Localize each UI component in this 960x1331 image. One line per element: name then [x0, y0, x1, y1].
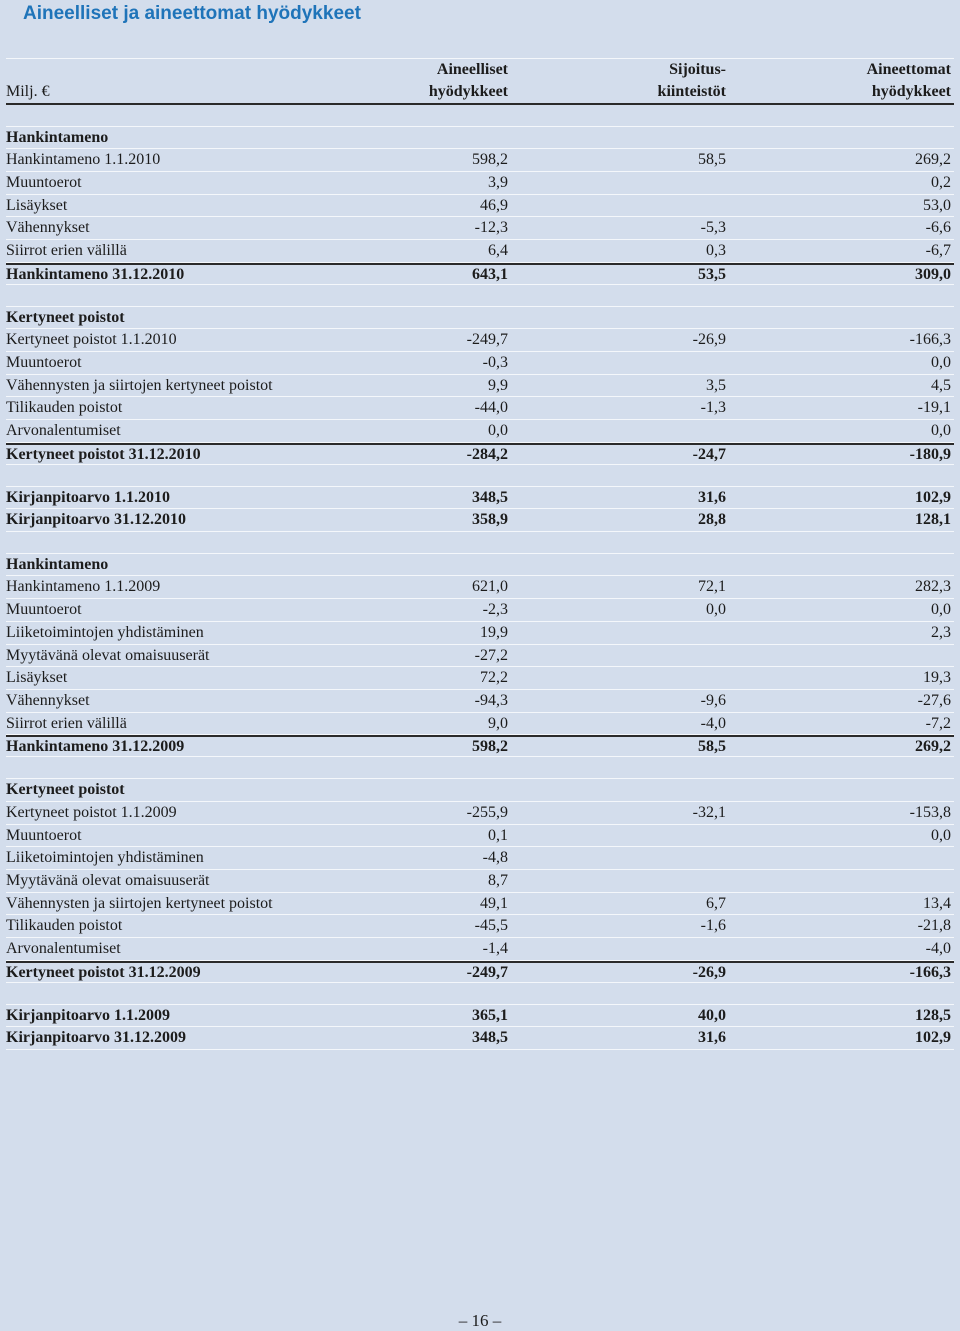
cell-col3: 53,0: [923, 196, 951, 214]
cell-col3: 2,3: [931, 623, 951, 641]
spacer-row: [6, 105, 954, 127]
table-row: [6, 443, 954, 465]
row-label: Kirjanpitoarvo 1.1.2009: [6, 1006, 170, 1024]
header-col3-line2: hyödykkeet: [871, 83, 951, 100]
row-label: Myytävänä olevat omaisuuserät: [6, 871, 210, 889]
table-row: [6, 172, 954, 195]
cell-col3: 309,0: [915, 265, 951, 283]
cell-col1: 621,0: [472, 578, 508, 596]
page-number: – 16 –: [458, 1311, 502, 1330]
cell-col1: 348,5: [472, 1029, 508, 1047]
table-row: [6, 352, 954, 375]
cell-col3: -27,6: [917, 691, 951, 709]
table-row: [6, 599, 954, 622]
table-row: [6, 825, 954, 848]
cell-col2: -32,1: [692, 803, 726, 821]
row-label: Kirjanpitoarvo 31.12.2010: [6, 511, 186, 529]
spacer-row: [6, 757, 954, 779]
table-row: [6, 713, 954, 736]
cell-col3: -166,3: [909, 963, 951, 981]
section-heading-row: [6, 307, 954, 330]
header-col2-line1: Sijoitus-: [669, 61, 726, 78]
table-row: [6, 195, 954, 218]
table-row: [6, 645, 954, 668]
row-label: Kirjanpitoarvo 31.12.2009: [6, 1029, 186, 1047]
cell-col3: 282,3: [915, 578, 951, 596]
cell-col1: 9,0: [488, 714, 508, 732]
cell-col3: -19,1: [917, 399, 951, 417]
row-label: Kertyneet poistot: [6, 308, 125, 326]
row-label: Liiketoimintojen yhdistäminen: [6, 623, 204, 641]
cell-col2: 31,6: [698, 1029, 726, 1047]
row-label: Kertyneet poistot 1.1.2009: [6, 803, 177, 821]
cell-col1: 358,9: [472, 511, 508, 529]
asset-table: [6, 58, 954, 1050]
cell-col1: -249,7: [466, 963, 508, 981]
cell-col3: 128,5: [915, 1006, 951, 1024]
cell-col3: -153,8: [909, 803, 951, 821]
cell-col2: 31,6: [698, 488, 726, 506]
row-label: Hankintameno 1.1.2010: [6, 151, 161, 169]
spacer-row: [6, 532, 954, 554]
cell-col3: -180,9: [909, 445, 951, 463]
cell-col1: 598,2: [472, 738, 508, 756]
table-row: [6, 690, 954, 713]
table-row: [6, 576, 954, 599]
table-row: [6, 263, 954, 285]
cell-col1: 0,1: [488, 826, 508, 844]
cell-col3: 102,9: [915, 488, 951, 506]
cell-col3: -166,3: [909, 331, 951, 349]
table-row: [6, 329, 954, 352]
table-row: [6, 802, 954, 825]
header-col1-line1: Aineelliset: [436, 61, 508, 78]
header-col3-line1: Aineettomat: [866, 61, 951, 78]
row-label: Vähennykset: [6, 691, 90, 709]
cell-col1: 643,1: [472, 265, 508, 283]
row-label: Tilikauden poistot: [6, 399, 123, 417]
table-row: [6, 420, 954, 443]
cell-col1: 49,1: [480, 894, 508, 912]
cell-col1: 0,0: [488, 422, 508, 440]
row-label: Muuntoerot: [6, 174, 82, 192]
cell-col2: -26,9: [692, 963, 726, 981]
cell-col1: 365,1: [472, 1006, 508, 1024]
header-col2-line2: kiinteistöt: [657, 83, 726, 100]
cell-col1: 348,5: [472, 488, 508, 506]
cell-col2: -1,6: [700, 917, 726, 935]
cell-col3: -7,2: [925, 714, 951, 732]
table-body: [6, 105, 954, 1050]
cell-col2: -5,3: [700, 219, 726, 237]
cell-col2: -1,3: [700, 399, 726, 417]
cell-col1: -0,3: [482, 354, 508, 372]
cell-col2: 6,7: [706, 894, 726, 912]
table-row: [6, 375, 954, 398]
table-row: [6, 961, 954, 983]
cell-col1: -4,8: [482, 849, 508, 867]
cell-col3: -21,8: [917, 917, 951, 935]
cell-col1: -1,4: [482, 939, 508, 957]
cell-col1: -255,9: [466, 803, 508, 821]
cell-col3: -6,7: [925, 242, 951, 260]
table-row: [6, 1027, 954, 1050]
cell-col2: 58,5: [698, 738, 726, 756]
cell-col1: -284,2: [466, 445, 508, 463]
table-row: [6, 870, 954, 893]
cell-col3: 0,0: [931, 601, 951, 619]
row-label: Siirrot erien välillä: [6, 714, 127, 732]
table-header-row-2: [6, 81, 954, 105]
row-label: Kertyneet poistot: [6, 781, 125, 799]
row-label: Myytävänä olevat omaisuuserät: [6, 646, 210, 664]
row-label: Arvonalentumiset: [6, 422, 121, 440]
table-header-row-1: [6, 58, 954, 81]
cell-col1: -2,3: [482, 601, 508, 619]
row-label: Kertyneet poistot 1.1.2010: [6, 331, 177, 349]
cell-col2: 53,5: [698, 265, 726, 283]
cell-col1: 72,2: [480, 669, 508, 687]
row-label: Lisäykset: [6, 669, 68, 687]
row-label: Liiketoimintojen yhdistäminen: [6, 849, 204, 867]
cell-col2: 0,3: [706, 242, 726, 260]
cell-col1: -27,2: [474, 646, 508, 664]
section-heading-row: [6, 554, 954, 577]
cell-col3: 0,0: [931, 354, 951, 372]
cell-col1: 8,7: [488, 871, 508, 889]
cell-col3: 269,2: [915, 738, 951, 756]
table-row: [6, 847, 954, 870]
row-label: Arvonalentumiset: [6, 939, 121, 957]
row-label: Hankintameno 31.12.2010: [6, 265, 185, 283]
cell-col1: 3,9: [488, 174, 508, 192]
row-label: Kertyneet poistot 31.12.2009: [6, 963, 201, 981]
table-row: [6, 938, 954, 961]
cell-col1: 46,9: [480, 196, 508, 214]
row-label: Vähennysten ja siirtojen kertyneet poistot: [6, 894, 273, 912]
row-label: Muuntoerot: [6, 354, 82, 372]
table-row: [6, 149, 954, 172]
row-label: Tilikauden poistot: [6, 917, 123, 935]
cell-col1: 6,4: [488, 242, 508, 260]
cell-col3: 13,4: [923, 894, 951, 912]
row-label: Lisäykset: [6, 196, 68, 214]
row-label: Vähennysten ja siirtojen kertyneet poistot: [6, 376, 273, 394]
table-row: [6, 509, 954, 532]
cell-col3: 269,2: [915, 151, 951, 169]
table-row: [6, 667, 954, 690]
cell-col1: 19,9: [480, 623, 508, 641]
table-row: [6, 735, 954, 757]
row-label: Hankintameno 31.12.2009: [6, 738, 185, 756]
cell-col2: 28,8: [698, 511, 726, 529]
table-row: [6, 397, 954, 420]
table-row: [6, 240, 954, 263]
cell-col1: -94,3: [474, 691, 508, 709]
cell-col3: 102,9: [915, 1029, 951, 1047]
cell-col2: -26,9: [692, 331, 726, 349]
table-row: [6, 915, 954, 938]
spacer-row: [6, 285, 954, 307]
cell-col3: 0,0: [931, 826, 951, 844]
row-label: Hankintameno: [6, 128, 109, 146]
header-unit: Milj. €: [6, 83, 50, 100]
cell-col2: 0,0: [706, 601, 726, 619]
table-row: [6, 217, 954, 240]
row-label: Kertyneet poistot 31.12.2010: [6, 445, 201, 463]
spacer-row: [6, 983, 954, 1005]
cell-col1: -249,7: [466, 331, 508, 349]
cell-col2: 58,5: [698, 151, 726, 169]
header-col1-line2: hyödykkeet: [428, 83, 508, 100]
page-title: Aineelliset ja aineettomat hyödykkeet: [23, 3, 361, 24]
cell-col1: -12,3: [474, 219, 508, 237]
cell-col1: 9,9: [488, 376, 508, 394]
cell-col2: -9,6: [700, 691, 726, 709]
cell-col1: 598,2: [472, 151, 508, 169]
cell-col2: 72,1: [698, 578, 726, 596]
row-label: Kirjanpitoarvo 1.1.2010: [6, 488, 170, 506]
table-row: [6, 1005, 954, 1028]
cell-col2: 3,5: [706, 376, 726, 394]
row-label: Siirrot erien välillä: [6, 242, 127, 260]
cell-col3: 4,5: [931, 376, 951, 394]
cell-col3: -6,6: [925, 219, 951, 237]
cell-col3: 0,2: [931, 174, 951, 192]
cell-col3: -4,0: [925, 939, 951, 957]
cell-col2: -24,7: [692, 445, 726, 463]
table-row: [6, 893, 954, 916]
cell-col1: -44,0: [474, 399, 508, 417]
cell-col3: 19,3: [923, 669, 951, 687]
cell-col2: 40,0: [698, 1006, 726, 1024]
row-label: Muuntoerot: [6, 601, 82, 619]
spacer-row: [6, 465, 954, 487]
table-row: [6, 622, 954, 645]
table-row: [6, 487, 954, 510]
section-heading-row: [6, 127, 954, 150]
section-heading-row: [6, 779, 954, 802]
row-label: Muuntoerot: [6, 826, 82, 844]
cell-col3: 0,0: [931, 422, 951, 440]
cell-col2: -4,0: [700, 714, 726, 732]
row-label: Vähennykset: [6, 219, 90, 237]
row-label: Hankintameno: [6, 555, 109, 573]
cell-col1: -45,5: [474, 917, 508, 935]
row-label: Hankintameno 1.1.2009: [6, 578, 161, 596]
cell-col3: 128,1: [915, 511, 951, 529]
